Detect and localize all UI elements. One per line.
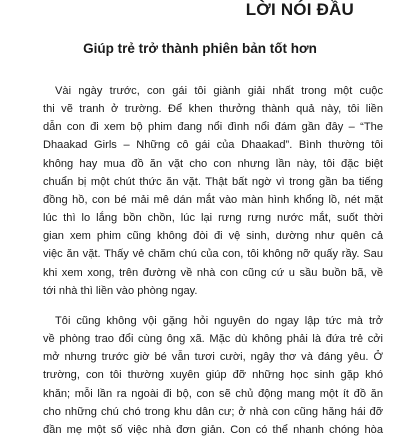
text-line: thi vẽ tranh ở trường. Để khen thưởng thành quả này, tôi liền [43, 103, 383, 116]
page-subtitle: Giúp trẻ trở thành phiên bản tốt hơn [83, 41, 317, 56]
text-line: dẫn con đi xem bộ phim đang nổi đình nổi đám gần đây – “The [43, 121, 383, 134]
text-line: trường, con tôi thường xuyên giúp đỡ những học sinh gặp khó [43, 369, 383, 382]
text-line: khi xem xong, trên đường về nhà con cũng cứ u sầu buồn bã, về [43, 266, 383, 279]
text-line: khăn; mỗi lần ra ngoài đi bộ, con sẽ chủ động mang một ít đồ ăn [43, 387, 383, 400]
text-line: không hay mua đồ ăn vặt cho con nhưng lần này, tôi đặc biệt [43, 157, 383, 170]
text-line: đồng hồ, con bé mải mê dán mắt vào màn hình khổng lồ, nét mặt [43, 193, 383, 206]
body-text [43, 82, 383, 439]
text-line: mở nhưng trước giờ bé vẫn tươi cười, ngây thơ và đáng yêu. Ở [43, 351, 383, 364]
text-line: cho những chú chó trong khu dân cư; ở nhà con cũng hăng hái đỡ [43, 405, 383, 418]
text-line: gian xem phim cũng không đòi đi vệ sinh, dường như quên cả [43, 230, 383, 243]
paragraph-1 [43, 82, 383, 300]
text-line: lúc thì lo lắng bồn chồn, lúc lại rưng rưng nước mắt, suốt thời [43, 212, 383, 225]
paragraph-gap [43, 300, 383, 312]
text-line: việc ăn vặt. Thấy vẻ chăm chú của con, tôi không nỡ quấy rầy. Sau [43, 248, 383, 261]
section-title: LỜI NÓI ĐẦU [245, 0, 354, 19]
text-line: Vài ngày trước, con gái tôi giành giải nhất trong một cuộc [55, 85, 383, 97]
text-line: về phòng trao đổi cùng ông xã. Mặc dù không phải là đứa trẻ cởi [43, 333, 383, 346]
text-line: Tôi cũng không vội gặng hỏi nguyên do ngay lập tức mà trở [55, 314, 383, 327]
text-line: Dhaakad Girls – Những cô gái của Dhaakad”. Bình thường tôi [43, 139, 383, 152]
paragraph-2 [43, 312, 383, 439]
text-line: tới nhà thì liền vào phòng ngay. [43, 284, 198, 297]
text-line: chuẩn bị một chút thức ăn vặt. Thật bất ngờ vì trong gần ba tiếng [43, 175, 383, 188]
text-line: đần mẹ một số việc nhà đơn giản. Con có thể nhanh chóng hòa [43, 423, 383, 436]
